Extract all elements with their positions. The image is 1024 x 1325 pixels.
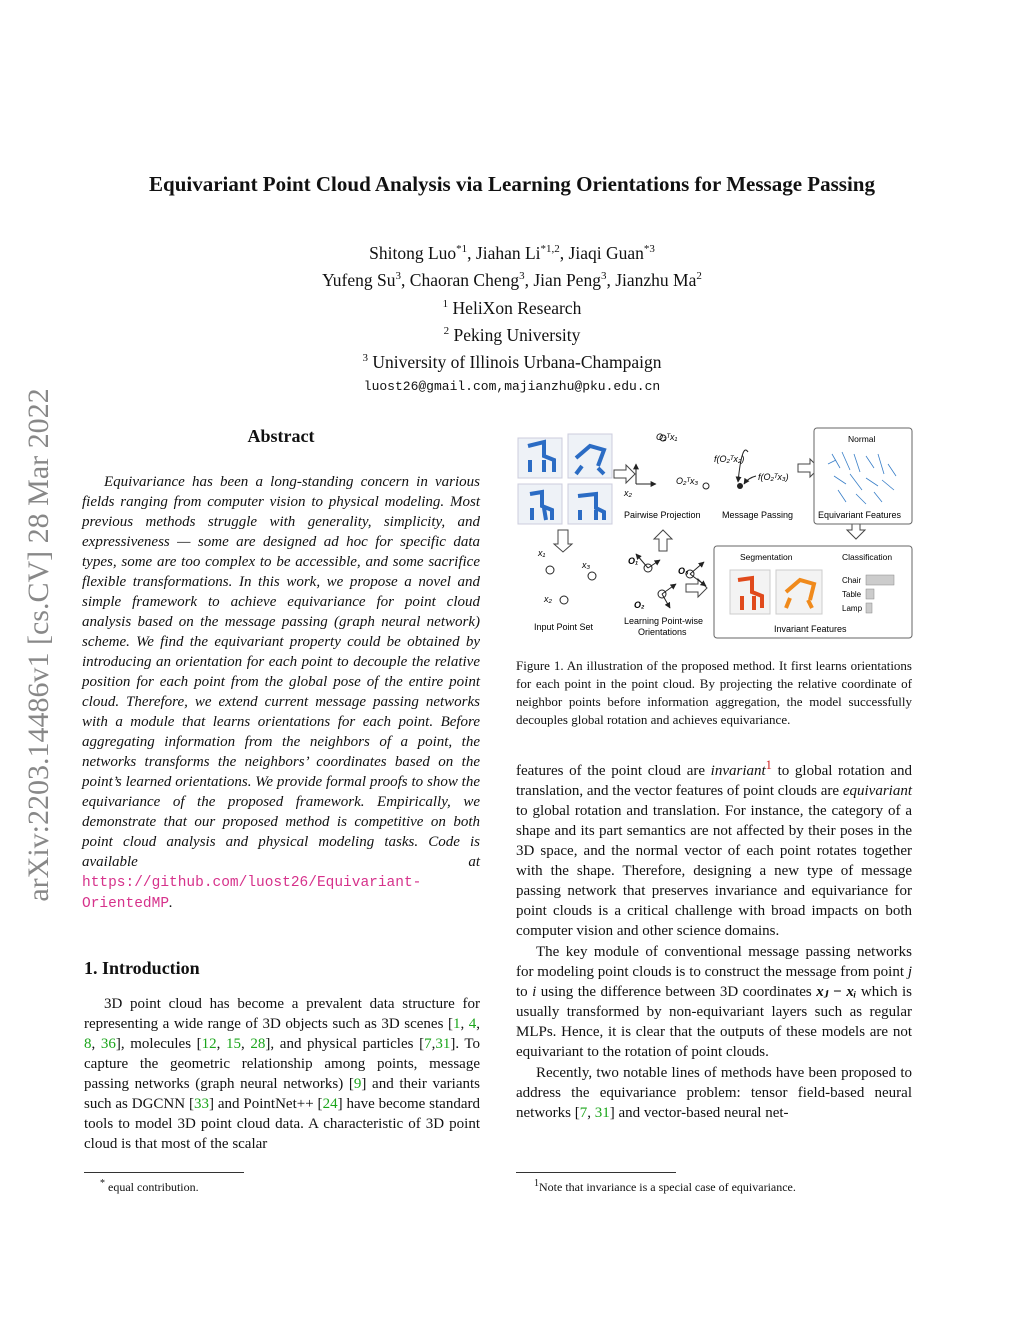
affiliation-2: $^2$ Peking University [443, 324, 581, 345]
citation[interactable]: 28 [250, 1036, 266, 1052]
label-message-passing: Message Passing [722, 510, 794, 520]
citation[interactable]: 31 [594, 1105, 610, 1121]
footnote-invariance: $^1$Note that invariance is a special case of equivariance. [534, 1178, 796, 1194]
right-paragraph-2: The key module of conventional message passing networks for modeling point clouds is to construct the message from point j to i using the difference between 3D coordinates xⱼ − xᵢ which is usually transformed by non-equivariant layers such as regular MLPs. Hence, it is clear that the outputs of these models are not equivariant to the rotation of point clouds. [516, 944, 913, 1060]
citation[interactable]: 33 [193, 1096, 209, 1112]
label-x2: x₂ [544, 594, 552, 604]
class-bar-lamp [866, 603, 872, 613]
citation[interactable]: 8 [84, 1036, 92, 1052]
footnote-rule-right [516, 1172, 676, 1173]
citation[interactable]: 7 [579, 1105, 588, 1121]
label-x1: x₁ [538, 548, 546, 558]
figure-1-illustration [516, 424, 914, 642]
label-o2x1: O₂ᵀx₁ [656, 432, 678, 442]
label-f-o2x2: f(O₂ᵀx₂) [714, 454, 745, 464]
code-link[interactable]: https://github.com/luost26/Equivariant-OrientedMP [82, 875, 422, 912]
citation[interactable]: 9 [353, 1076, 362, 1092]
author-emails: luost26@gmail.com,majianzhu@pku.edu.cn [363, 378, 661, 394]
right-paragraph-3: Recently, two notable lines of methods have been proposed to address the equivariance problem: tensor field-based neural networks [7, 31] and vector-based neural net- [516, 1065, 912, 1121]
citation[interactable]: 12 [201, 1036, 217, 1052]
label-o2x3: O₂ᵀx₃ [676, 476, 699, 486]
label-x2-top: x₂ [624, 488, 632, 498]
author-line-1: Shitong Luo$^{*1}$, Jiahan Li$^{*1,2}$, Jiaqi Guan$^{*3}$ [369, 242, 655, 263]
label-o1: O₁ [628, 556, 639, 566]
citation[interactable]: 7 [424, 1036, 432, 1052]
citation[interactable]: 1 [452, 1016, 461, 1032]
class-label-chair: Chair [842, 576, 862, 585]
rotated-chair-images [518, 434, 612, 524]
citation[interactable]: 36 [100, 1036, 116, 1052]
label-invariant-features: Invariant Features [774, 624, 847, 634]
label-o2: O₂ [634, 600, 645, 610]
arxiv-side-identifier: arXiv:2203.14486v1 [cs.CV] 28 Mar 2022 [22, 388, 55, 902]
label-o3: O₃ [678, 566, 689, 576]
citation[interactable]: 4 [468, 1016, 477, 1032]
label-segmentation: Segmentation [740, 552, 793, 562]
abstract-body: Equivariance has been a long-standing concern in various fields ranging from computer vision to physical modeling. Most previous methods struggle with generality, simplicity, and expressiveness — some are designed ad hoc for specific data types, some are too complex to be accessible, and some sacrifice flexible transformations. In this work, we propose a novel and simple framework to achieve equivariance for point cloud analysis based on the message passing (graph neural network) scheme. We find the equivariant property could be obtained by introducing an orientation for each point to decouple the relative position for each point from the global pose of the entire point cloud. Therefore, we extend current message passing networks with a module that learns orientations for each point. Before aggregating information from the neighbors of a point, the networks transforms the neighbors’ coordinates based on the point’s learned orientations. We provide formal proofs to show the equivariance of the proposed framework. Empirically, we demonstrate that our proposed method is competitive on both point cloud analysis and physical modeling tasks. Code is available at https://github.com/luost26/Equivariant-OrientedMP. [82, 474, 480, 912]
label-f-o2x3: f(O₂ᵀx₃) [758, 472, 789, 482]
class-bar-table [866, 589, 874, 599]
class-label-lamp: Lamp [842, 604, 863, 613]
right-column-text [516, 755, 912, 1123]
label-learning-orientations-1: Learning Point-wise [624, 616, 704, 626]
paper-title: Equivariant Point Cloud Analysis via Learning Orientations for Message Passing [149, 172, 875, 196]
author-block [0, 238, 1024, 398]
citation[interactable]: 15 [226, 1036, 242, 1052]
class-bar-chair [866, 575, 894, 585]
footnote-rule-left [84, 1172, 244, 1173]
label-x3: x₃ [582, 560, 591, 570]
figure-1-caption: Figure 1. An illustration of the proposed method. It first learns orientations for each point in the point cloud. By projecting the relative coordinate of neighbor points before information aggregation, the model successfully decouples global rotation and achieves equivariance. [516, 658, 912, 727]
citation[interactable]: 24 [322, 1096, 338, 1112]
affiliation-3: $^3$ University of Illinois Urbana-Champaign [362, 352, 662, 373]
intro-paragraph-1: 3D point cloud has become a prevalent data structure for representing a wide range of 3D objects such as 3D scenes [1, 4, 8, 36], molecules [12, 15, 28], and physical particles [7,31]. To capture the geometric relationship among points, message passing networks (graph neural networks) [9] and their variants such as DGCNN [33] and PointNet++ [24] have become standard tools to model 3D point cloud data. A characteristic of 3D point cloud is that most of the scalar [84, 996, 481, 1152]
label-learning-orientations-2: Orientations [638, 627, 687, 637]
label-pairwise-projection: Pairwise Projection [624, 510, 701, 520]
label-input-point-set: Input Point Set [534, 622, 594, 632]
right-paragraph-1: features of the point cloud are invariant$^1$ to global rotation and translation, and the vector features of point clouds are equivariant to global rotation and translation. For instance, the category of a shape and its part semantics are not affected by their poses in the 3D space, and the normal vector of each point rotates together with the shape. Therefore, designing a new type of message passing network that preserves invariance and equivariance for point clouds is a critical challenge with broad impacts on both computer vision and other science domains. [516, 758, 913, 939]
class-label-table: Table [842, 590, 862, 599]
footnote-ref[interactable]: 1 [765, 758, 772, 772]
footnote-equal-contribution: * equal contribution. [100, 1178, 199, 1194]
affiliation-1: $^1$ HeliXon Research [442, 297, 582, 318]
section-heading-introduction: 1. Introduction [84, 958, 200, 978]
citation[interactable]: 31 [435, 1036, 451, 1052]
label-equivariant-features: Equivariant Features [818, 510, 902, 520]
label-normal: Normal [848, 434, 876, 444]
label-classification: Classification [842, 552, 893, 562]
abstract-heading: Abstract [247, 426, 315, 446]
author-line-2: Yufeng Su$^3$, Chaoran Cheng$^3$, Jian Peng$^3$, Jianzhu Ma$^2$ [322, 270, 702, 291]
